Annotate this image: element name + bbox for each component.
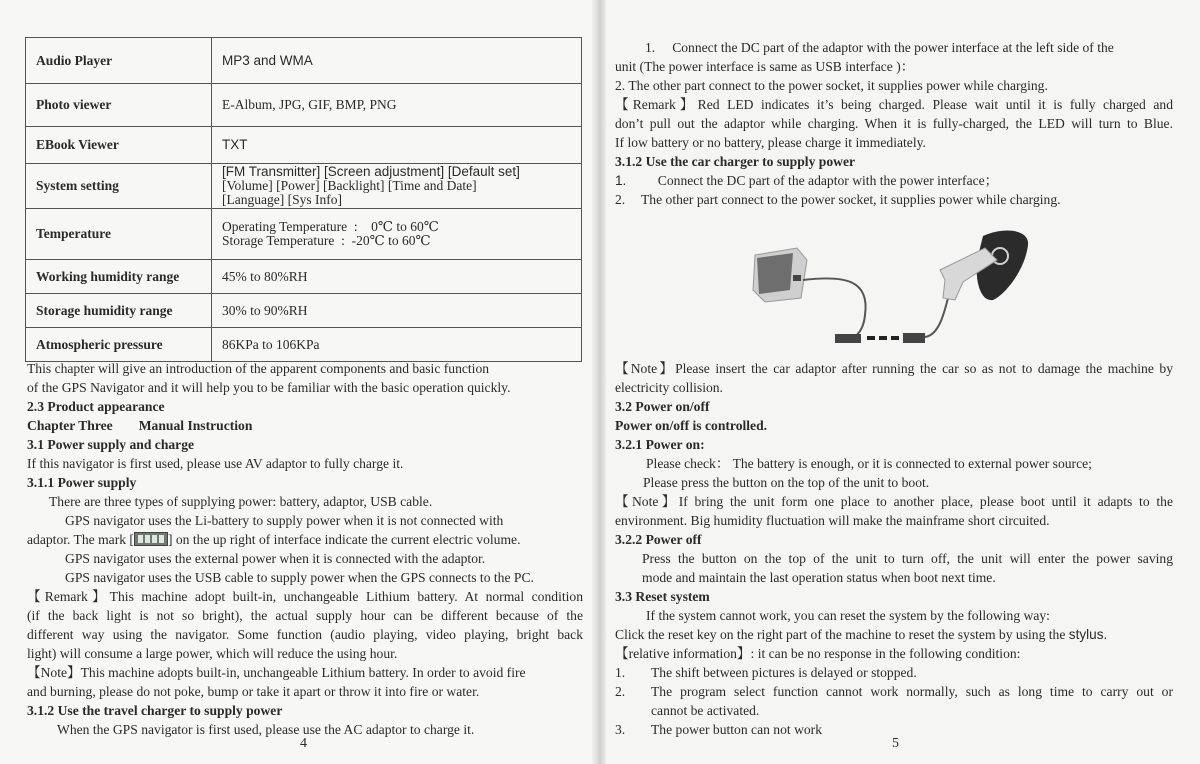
item-number: 1. (615, 665, 626, 680)
left-body-text (27, 359, 583, 739)
note-line: electricity collision. (615, 380, 723, 395)
paragraph: 【relative information】: it can be no response in the following condition: (615, 646, 1021, 661)
spec-table (25, 37, 582, 362)
coiled-cable (835, 333, 925, 343)
page-number-left: 4 (300, 736, 307, 751)
condition-item (615, 682, 1173, 701)
paragraph: Please press the button on the top of the unit to boot. (643, 475, 930, 490)
chapter-heading (27, 416, 583, 435)
item-number: 2. (615, 684, 626, 699)
section-heading: 3.3 Reset system (615, 589, 710, 604)
paragraph: Press the button on the top of the unit to turn off, the unit will enter the power saving (642, 551, 1173, 566)
paragraph (27, 530, 583, 549)
remark-line: light) will consume a large power, which will reduce the using hour. (27, 646, 398, 661)
remark-line: 【Remark】This machine adopt built-in, unchangeable Lithium battery. At normal condition (27, 589, 583, 604)
spec-row-pressure (26, 328, 582, 362)
spec-value: TXT (212, 127, 582, 164)
note-line: and burning, please do not poke, bump or take it apart or throw it into fire or water. (27, 684, 480, 699)
condition-item (615, 663, 1173, 682)
spec-value-line: [Volume] [Power] [Backlight] [Time and Date] (222, 178, 477, 193)
spec-value-line: Operating Temperature : 0℃ to 60℃ (222, 219, 439, 234)
cable (803, 278, 866, 340)
spec-value-line: [Language] [Sys Info] (222, 192, 342, 207)
paragraph: If the system cannot work, you can reset the system by the following way: (646, 608, 1050, 623)
remark-line: 【Remark】Red LED indicates it’s being charged. Please wait until it is fully charged and (615, 97, 1173, 112)
remark-line: don’t pull out the adaptor while charging. When it is fully-charged, the LED will turn to Blue. (615, 116, 1173, 131)
spec-label: Atmospheric pressure (26, 328, 212, 362)
spec-label: Photo viewer (26, 84, 212, 127)
item-number: 3. (615, 722, 626, 737)
step-line: 2. The other part connect to the power socket, it supplies power while charging. (615, 78, 1048, 93)
item-text: cannot be activated. (651, 703, 760, 718)
step-number: 2. (615, 192, 626, 207)
text-span: Click the reset key on the right part of the machine to reset the system by using the (615, 627, 1069, 642)
paragraph: of the GPS Navigator and it will help you to be familiar with the basic operation quickly. (27, 380, 511, 395)
spec-value (212, 164, 582, 209)
paragraph (615, 625, 1173, 644)
battery-icon (134, 532, 168, 546)
chapter-title: Manual Instruction (138, 418, 253, 433)
note-line: 【Note】This machine adopts built-in, unchangeable Lithium battery. In order to avoid fire (27, 665, 526, 680)
spec-value: E-Album, JPG, GIF, BMP, PNG (212, 84, 582, 127)
remark-line: different way using the navigator. Some function (audio playing, video playing, bright back (27, 627, 583, 642)
spec-row-working-humidity (26, 260, 582, 294)
paragraph: When the GPS navigator is first used, please use the AC adaptor to charge it. (57, 722, 475, 737)
condition-item (615, 701, 1173, 720)
section-heading: 3.1.2 Use the car charger to supply power (615, 154, 856, 169)
text-span: stylus. (1068, 627, 1108, 642)
spec-row-photo (26, 84, 582, 127)
step-text: The other part connect to the power socket, it supplies power while charging. (641, 192, 1061, 207)
spec-label: Working humidity range (26, 260, 212, 294)
section-heading: Power on/off is controlled. (615, 418, 768, 433)
car-charger-illustration (735, 220, 1035, 350)
paragraph: If this navigator is first used, please use AV adaptor to fully charge it. (27, 456, 404, 471)
right-top-text (615, 38, 1173, 209)
note-line: 【Note】If bring the unit form one place to another place, please boot until it adapts to the (615, 494, 1173, 509)
paragraph: This chapter will give an introduction of the apparent components and basic function (27, 361, 490, 376)
paragraph: There are three types of supplying power: battery, adaptor, USB cable. (49, 494, 433, 509)
paragraph: GPS navigator uses the Li-battery to supply power when it is not connected with (65, 513, 504, 528)
section-heading: 3.2.2 Power off (615, 532, 702, 547)
spec-value-line: [FM Transmitter] [Screen adjustment] [Default set] (222, 164, 520, 179)
item-text: The shift between pictures is delayed or stopped. (651, 665, 917, 680)
page-number-right: 5 (892, 736, 899, 751)
car-step (615, 171, 1173, 190)
step-number: 1. (615, 173, 627, 188)
step-line: 1. Connect the DC part of the adaptor with the power interface at the left side of the (645, 40, 1114, 55)
spec-value: 86KPa to 106KPa (212, 328, 582, 362)
spec-row-audio (26, 38, 582, 84)
spec-label: EBook Viewer (26, 127, 212, 164)
spec-value (212, 209, 582, 260)
right-body-text (615, 359, 1173, 739)
gps-device-icon (753, 248, 807, 302)
spec-label: Temperature (26, 209, 212, 260)
item-text: The power button can not work (651, 722, 823, 737)
text-span: adaptor. The mark [ (27, 532, 134, 547)
section-heading: 3.1 Power supply and charge (27, 437, 195, 452)
remark-line: If low battery or no battery, please charge it immediately. (615, 135, 926, 150)
spec-label: Audio Player (26, 38, 212, 84)
section-heading: 3.1.1 Power supply (27, 475, 137, 490)
spec-row-storage-humidity (26, 294, 582, 328)
spec-value: 30% to 90%RH (212, 294, 582, 328)
step-text: Connect the DC part of the adaptor with the power interface； (651, 173, 999, 188)
spec-label: Storage humidity range (26, 294, 212, 328)
spec-row-temperature (26, 209, 582, 260)
spec-value: MP3 and WMA (212, 38, 582, 84)
spec-label: System setting (26, 164, 212, 209)
paragraph: mode and maintain the last operation status when boot next time. (642, 570, 996, 585)
section-heading: 2.3 Product appearance (27, 399, 165, 414)
note-line: environment. Big humidity fluctuation will make the mainframe short circuited. (615, 513, 1050, 528)
section-heading: 3.1.2 Use the travel charger to supply power (27, 703, 283, 718)
paragraph: GPS navigator uses the USB cable to supply power when the GPS connects to the PC. (65, 570, 534, 585)
spec-value: 45% to 80%RH (212, 260, 582, 294)
car-step (615, 190, 1173, 209)
paragraph: GPS navigator uses the external power when it is connected with the adaptor. (65, 551, 486, 566)
chapter-number: Chapter Three (27, 418, 113, 433)
page-gutter (592, 0, 606, 764)
spec-value-line: Storage Temperature : -20℃ to 60℃ (222, 233, 431, 248)
spec-row-ebook (26, 127, 582, 164)
spec-row-system (26, 164, 582, 209)
step-line: unit (The power interface is same as USB interface )： (615, 59, 915, 74)
section-heading: 3.2 Power on/off (615, 399, 710, 414)
paragraph: Please check： The battery is enough, or it is connected to external power source; (646, 456, 1092, 471)
item-text: The program select function cannot work normally, such as long time to carry out or (651, 684, 1173, 699)
section-heading: 3.2.1 Power on: (615, 437, 705, 452)
note-line: 【Note】Please insert the car adaptor after running the car so as not to damage the machine by (615, 361, 1173, 376)
remark-line: (if the back light is not so bright), the actual supply hour can be different because of the (27, 608, 583, 623)
text-span: ] on the up right of interface indicate the current electric volume. (167, 532, 521, 547)
